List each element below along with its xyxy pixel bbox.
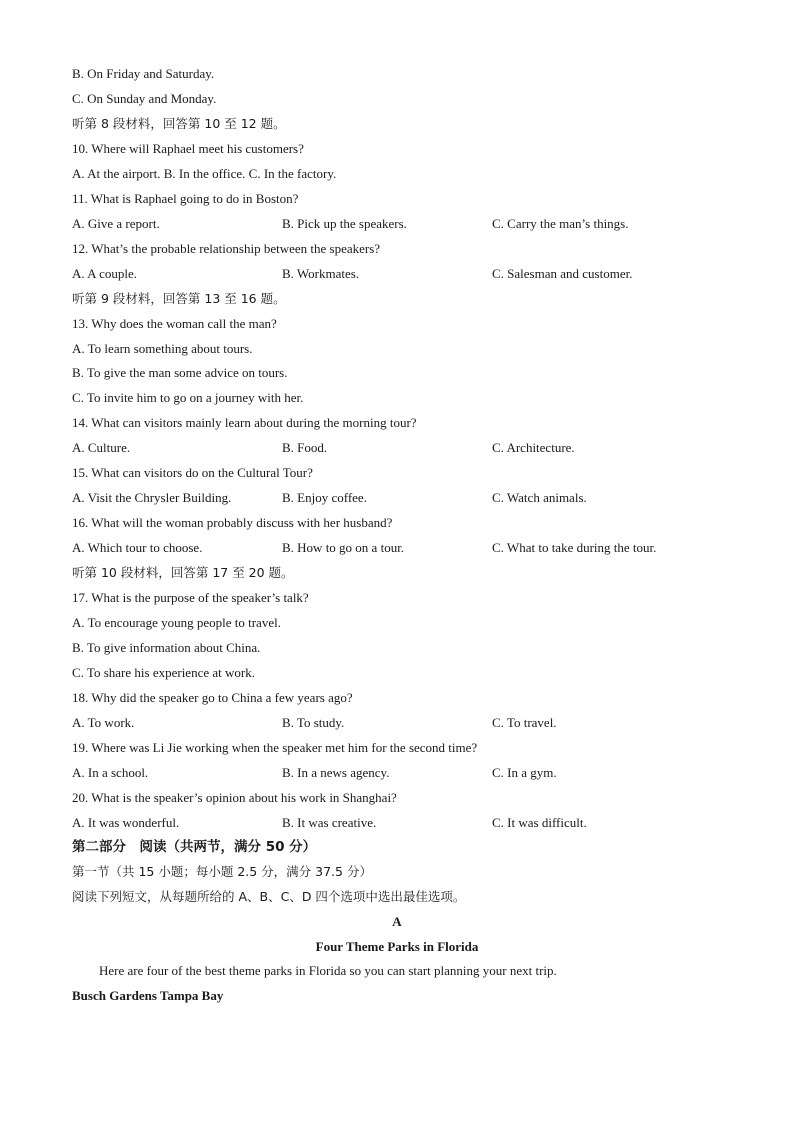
question-15: 15. What can visitors do on the Cultural Tour? bbox=[72, 465, 313, 480]
q19-option-c: C. In a gym. bbox=[492, 765, 557, 780]
q18-option-b: B. To study. bbox=[282, 715, 345, 730]
question-14: 14. What can visitors mainly learn about during the morning tour? bbox=[72, 415, 417, 430]
section-subheading: Busch Gardens Tampa Bay bbox=[72, 988, 224, 1003]
q9-option-b: B. On Friday and Saturday. bbox=[72, 66, 215, 81]
passage-title: Four Theme Parks in Florida bbox=[315, 939, 479, 954]
section-10-instruction: 听第 10 段材料，回答第 17 至 20 题。 bbox=[72, 565, 294, 580]
q16-option-c: C. What to take during the tour. bbox=[492, 540, 657, 555]
part-2-instruction: 阅读下列短文，从每题所给的 A、B、C、D 四个选项中选出最佳选项。 bbox=[72, 889, 466, 904]
question-18: 18. Why did the speaker go to China a few years ago? bbox=[72, 690, 353, 705]
q20-option-c: C. It was difficult. bbox=[492, 815, 587, 830]
question-10-options: A. At the airport. B. In the office. C. In the factory. bbox=[72, 166, 337, 181]
q11-option-c: C. Carry the man’s things. bbox=[492, 216, 629, 231]
question-12: 12. What’s the probable relationship between the speakers? bbox=[72, 241, 381, 256]
q14-option-a: A. Culture. bbox=[72, 440, 131, 455]
q15-option-a: A. Visit the Chrysler Building. bbox=[72, 490, 232, 505]
q15-option-b: B. Enjoy coffee. bbox=[282, 490, 367, 505]
part-2-section-1: 第一节（共 15 小题；每小题 2.5 分，满分 37.5 分） bbox=[72, 864, 372, 879]
question-11: 11. What is Raphael going to do in Boston? bbox=[72, 191, 299, 206]
q12-option-a: A. A couple. bbox=[72, 266, 137, 281]
q13-option-a: A. To learn something about tours. bbox=[72, 341, 253, 356]
q15-option-c: C. Watch animals. bbox=[492, 490, 587, 505]
q20-option-b: B. It was creative. bbox=[282, 815, 377, 830]
section-9-instruction: 听第 9 段材料，回答第 13 至 16 题。 bbox=[72, 291, 286, 306]
question-20: 20. What is the speaker’s opinion about his work in Shanghai? bbox=[72, 790, 397, 805]
q9-option-c: C. On Sunday and Monday. bbox=[72, 91, 217, 106]
question-13: 13. Why does the woman call the man? bbox=[72, 316, 277, 331]
question-19: 19. Where was Li Jie working when the speaker met him for the second time? bbox=[72, 740, 478, 755]
q17-option-b: B. To give information about China. bbox=[72, 640, 261, 655]
q19-option-a: A. In a school. bbox=[72, 765, 149, 780]
question-10: 10. Where will Raphael meet his customers? bbox=[72, 141, 304, 156]
q12-option-b: B. Workmates. bbox=[282, 266, 360, 281]
q11-option-a: A. Give a report. bbox=[72, 216, 160, 231]
q14-option-b: B. Food. bbox=[282, 440, 328, 455]
q13-option-b: B. To give the man some advice on tours. bbox=[72, 365, 288, 380]
question-16: 16. What will the woman probably discuss with her husband? bbox=[72, 515, 393, 530]
q17-option-c: C. To share his experience at work. bbox=[72, 665, 255, 680]
passage-intro: Here are four of the best theme parks in Florida so you can start planning your next trip. bbox=[99, 963, 557, 978]
q16-option-b: B. How to go on a tour. bbox=[282, 540, 405, 555]
q18-option-a: A. To work. bbox=[72, 715, 135, 730]
q17-option-a: A. To encourage young people to travel. bbox=[72, 615, 281, 630]
q11-option-b: B. Pick up the speakers. bbox=[282, 216, 407, 231]
q12-option-c: C. Salesman and customer. bbox=[492, 266, 633, 281]
part-2-heading: 第二部分 阅读（共两节，满分 50 分） bbox=[72, 839, 317, 855]
section-8-instruction: 听第 8 段材料，回答第 10 至 12 题。 bbox=[72, 116, 286, 131]
question-17: 17. What is the purpose of the speaker’s talk? bbox=[72, 590, 309, 605]
q14-option-c: C. Architecture. bbox=[492, 440, 575, 455]
q13-option-c: C. To invite him to go on a journey with her. bbox=[72, 390, 304, 405]
q16-option-a: A. Which tour to choose. bbox=[72, 540, 203, 555]
q20-option-a: A. It was wonderful. bbox=[72, 815, 180, 830]
q19-option-b: B. In a news agency. bbox=[282, 765, 390, 780]
passage-letter: A bbox=[392, 914, 402, 929]
q18-option-c: C. To travel. bbox=[492, 715, 557, 730]
